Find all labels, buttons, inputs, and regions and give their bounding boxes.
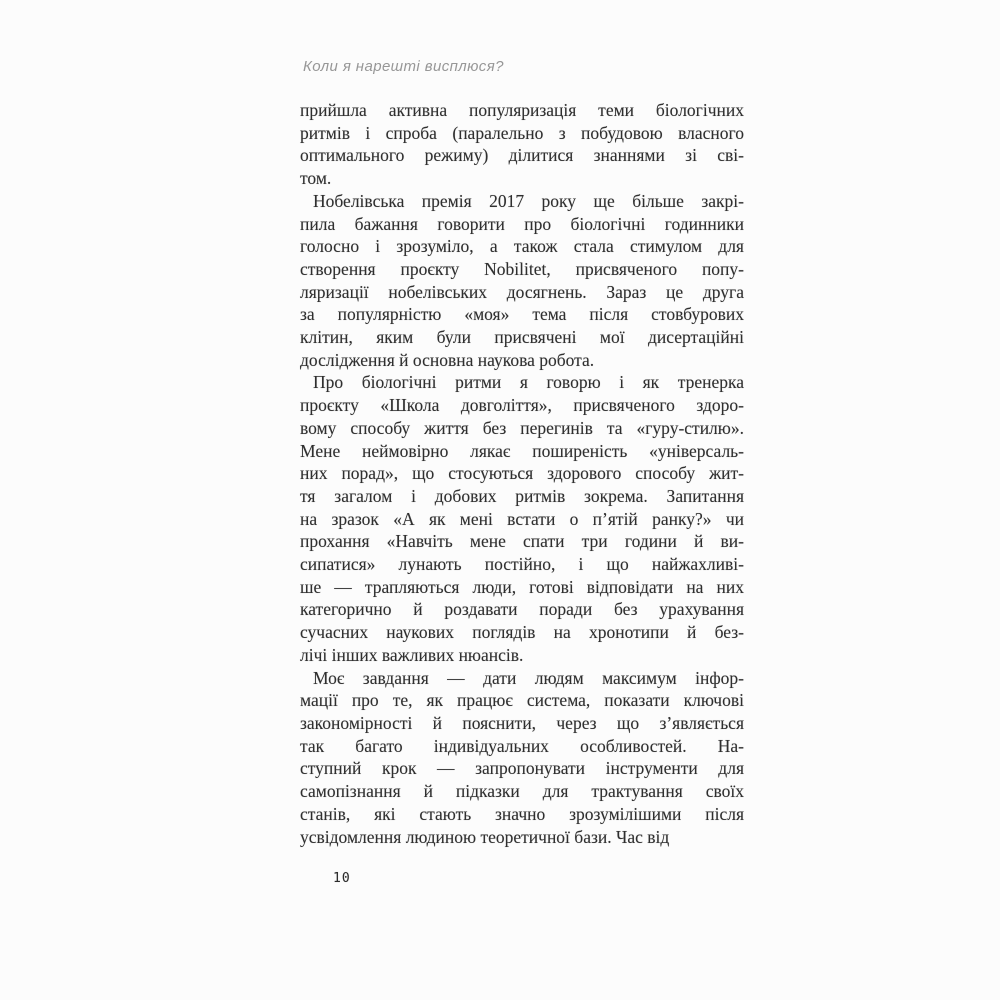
- text-line: ступний крок — запропонувати інструменти для: [300, 758, 744, 779]
- text-line: категорично й роздавати поради без урахування: [300, 599, 744, 620]
- text-line: голосно і зрозуміло, а також стала стимулом для: [300, 236, 744, 257]
- text-line: ритмів і спроба (паралельно з побудовою власного: [300, 122, 744, 143]
- text-line: станів, які стають значно зрозумілішими після: [300, 803, 744, 824]
- text-line: закономірності й пояснити, через що з’являється: [300, 712, 744, 733]
- text-line: проєкту «Школа довголіття», присвяченого здоро-: [300, 395, 744, 416]
- text-line: лічі інших важливих нюансів.: [300, 644, 524, 665]
- text-line: прийшла активна популяризація теми біологічних: [300, 100, 744, 120]
- text-line: сипатися» лунають постійно, і що найжахливі-: [300, 554, 744, 575]
- text-line: Моє завдання — дати людям максимум інфор-: [313, 667, 744, 688]
- text-line: створення проєкту Nobilitet, присвяченого попу-: [300, 258, 744, 279]
- text-line: усвідомлення людиною теоретичної бази. Час від: [300, 826, 670, 847]
- text-line: прохання «Навчіть мене спати три години й ви-: [300, 531, 744, 552]
- text-line: оптимального режиму) ділитися знаннями зі сві-: [300, 145, 744, 166]
- text-line: Нобелівська премія 2017 року ще більше закрі-: [313, 190, 744, 211]
- text-line: клітин, яким були присвячені мої дисертаційні: [300, 327, 744, 348]
- body-text: [300, 99, 744, 848]
- text-line: тя загалом і добових ритмів зокрема. Запитання: [300, 485, 744, 506]
- text-line: Про біологічні ритми я говорю і як тренерка: [313, 372, 744, 393]
- text-line: сучасних наукових поглядів на хронотипи й без-: [300, 622, 744, 643]
- text-line: том.: [300, 168, 332, 189]
- text-line: так багато індивідуальних особливостей. На-: [300, 735, 744, 756]
- paragraph: [300, 667, 744, 849]
- paragraph: [300, 371, 744, 666]
- text-line: ше — трапляються люди, готові відповідати на них: [300, 576, 744, 597]
- text-line: вому способу життя без перегинів та «гуру-стилю».: [300, 417, 744, 438]
- text-line: за популярністю «моя» тема після стовбурових: [300, 304, 744, 325]
- paragraph: [300, 99, 744, 190]
- text-line: дослідження й основна наукова робота.: [300, 349, 595, 370]
- page-number: 10: [333, 871, 351, 886]
- text-line: них порад», що стосуються здорового способу жит-: [300, 463, 744, 484]
- text-line: ляризації нобелівських досягнень. Зараз це друга: [300, 281, 744, 302]
- text-line: мації про те, як працює система, показати ключові: [300, 690, 744, 711]
- text-line: Мене неймовірно лякає поширеність «універсаль-: [300, 440, 744, 461]
- text-line: пила бажання говорити про біологічні годинники: [300, 213, 744, 234]
- paragraph: [300, 190, 744, 372]
- running-header: Коли я нарешті висплюся?: [303, 58, 504, 75]
- text-line: на зразок «А як мені встати о п’ятій ранку?» чи: [300, 508, 744, 529]
- text-line: самопізнання й підказки для трактування своїх: [300, 781, 744, 802]
